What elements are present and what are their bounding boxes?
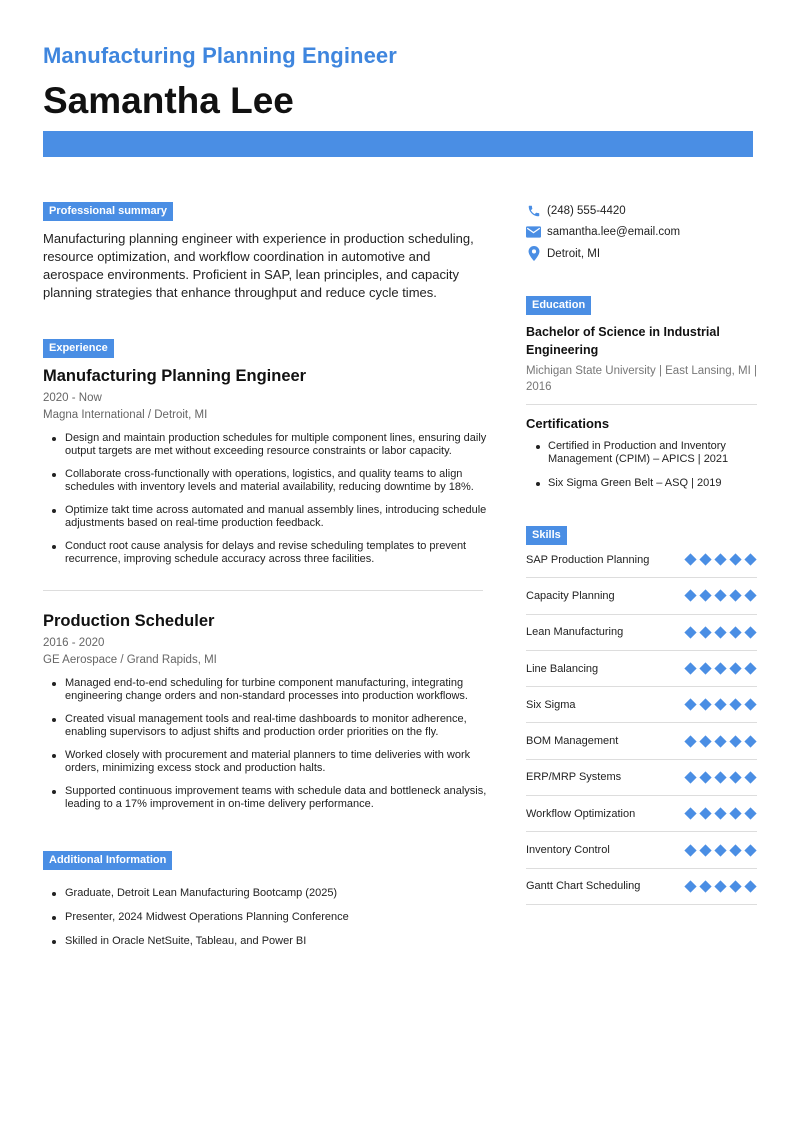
envelope-icon bbox=[526, 225, 541, 240]
diamond-icon bbox=[714, 553, 727, 566]
job-bullet: Collaborate cross-functionally with operations, logistics, and quality teams to align schedules with inventory levels and material availability, reducing downtime by 18%. bbox=[43, 468, 498, 494]
skill-name: ERP/MRP Systems bbox=[526, 771, 622, 784]
divider bbox=[526, 404, 757, 405]
summary-section bbox=[43, 201, 493, 302]
job-dates: 2020 - Now bbox=[43, 392, 102, 404]
candidate-name: Samantha Lee bbox=[43, 80, 294, 121]
skill-rating bbox=[684, 626, 757, 639]
diamond-icon bbox=[744, 880, 757, 893]
additional-list bbox=[43, 887, 349, 959]
diamond-icon bbox=[699, 553, 712, 566]
job-bullet: Worked closely with procurement and material planners to time deliveries with work orders, minimizing excess stock and production halts. bbox=[43, 749, 498, 775]
additional-item: Presenter, 2024 Midwest Operations Planning Conference bbox=[43, 911, 349, 924]
diamond-icon bbox=[729, 771, 742, 784]
certification-item: Six Sigma Green Belt – ASQ | 2019 bbox=[526, 477, 758, 490]
divider bbox=[43, 590, 483, 591]
certifications-list bbox=[526, 440, 758, 501]
summary-text: Manufacturing planning engineer with experience in production scheduling, resource optimization, and workflow coordination in automotive and aerospace environments. Proficient in SAP, lean principles, and capacity planning strategies that enhance throughput and reduce cycle times. bbox=[43, 231, 474, 300]
skill-rating bbox=[684, 880, 757, 893]
diamond-icon bbox=[684, 735, 697, 748]
skill-rating bbox=[684, 662, 757, 675]
skill-row bbox=[526, 687, 757, 723]
additional-item: Graduate, Detroit Lean Manufacturing Bootcamp (2025) bbox=[43, 887, 349, 900]
experience-tag: Experience bbox=[43, 339, 114, 358]
diamond-icon bbox=[699, 807, 712, 820]
diamond-icon bbox=[729, 735, 742, 748]
header-job-title: Manufacturing Planning Engineer bbox=[43, 43, 397, 68]
diamond-icon bbox=[699, 626, 712, 639]
diamond-icon bbox=[714, 844, 727, 857]
job-title: Production Scheduler bbox=[43, 612, 215, 630]
skill-row bbox=[526, 760, 757, 796]
skill-row bbox=[526, 869, 757, 905]
diamond-icon bbox=[699, 880, 712, 893]
job-bullet: Managed end-to-end scheduling for turbine component manufacturing, integrating engineering change orders and non-standard processes into production workflows. bbox=[43, 677, 498, 703]
skill-rating bbox=[684, 698, 757, 711]
education-entry bbox=[526, 323, 758, 395]
diamond-icon bbox=[744, 807, 757, 820]
skill-name: SAP Production Planning bbox=[526, 553, 650, 566]
skill-rating bbox=[684, 771, 757, 784]
diamond-icon bbox=[699, 844, 712, 857]
diamond-icon bbox=[684, 662, 697, 675]
diamond-icon bbox=[714, 771, 727, 784]
skill-rating bbox=[684, 735, 757, 748]
skill-name: Capacity Planning bbox=[526, 589, 615, 602]
diamond-icon bbox=[714, 626, 727, 639]
location-pin-icon bbox=[526, 246, 541, 261]
certification-item: Certified in Production and Inventory Management (CPIM) – APICS | 2021 bbox=[526, 440, 758, 466]
diamond-icon bbox=[714, 662, 727, 675]
diamond-icon bbox=[699, 662, 712, 675]
diamond-icon bbox=[684, 771, 697, 784]
header-banner bbox=[43, 131, 753, 157]
contact-phone bbox=[526, 200, 680, 222]
diamond-icon bbox=[714, 880, 727, 893]
skill-name: Workflow Optimization bbox=[526, 807, 636, 820]
diamond-icon bbox=[744, 844, 757, 857]
diamond-icon bbox=[699, 735, 712, 748]
skill-row bbox=[526, 796, 757, 832]
job-bullets bbox=[43, 677, 498, 811]
skill-row bbox=[526, 723, 757, 759]
diamond-icon bbox=[714, 589, 727, 602]
diamond-icon bbox=[684, 589, 697, 602]
diamond-icon bbox=[729, 844, 742, 857]
experience-section-tag-wrap bbox=[43, 338, 114, 358]
diamond-icon bbox=[744, 771, 757, 784]
diamond-icon bbox=[699, 771, 712, 784]
diamond-icon bbox=[684, 698, 697, 711]
phone-text[interactable]: (248) 555-4420 bbox=[547, 204, 626, 217]
diamond-icon bbox=[729, 626, 742, 639]
contact-email bbox=[526, 222, 680, 244]
skill-rating bbox=[684, 807, 757, 820]
skill-rating bbox=[684, 844, 757, 857]
diamond-icon bbox=[729, 662, 742, 675]
diamond-icon bbox=[729, 553, 742, 566]
skill-name: Six Sigma bbox=[526, 698, 576, 711]
diamond-icon bbox=[699, 698, 712, 711]
school: Michigan State University | East Lansing, MI | 2016 bbox=[526, 365, 757, 393]
diamond-icon bbox=[729, 698, 742, 711]
additional-tag: Additional Information bbox=[43, 851, 172, 870]
additional-item: Skilled in Oracle NetSuite, Tableau, and Power BI bbox=[43, 935, 349, 948]
job-company: Magna International / Detroit, MI bbox=[43, 409, 208, 421]
job-bullet: Created visual management tools and real-time dashboards to monitor adherence, enabling supervisors to adjust shifts and production order priorities on the fly. bbox=[43, 713, 498, 739]
diamond-icon bbox=[714, 735, 727, 748]
diamond-icon bbox=[744, 626, 757, 639]
diamond-icon bbox=[699, 589, 712, 602]
certifications-heading: Certifications bbox=[526, 416, 610, 431]
job-dates: 2016 - 2020 bbox=[43, 637, 105, 649]
diamond-icon bbox=[744, 553, 757, 566]
degree: Bachelor of Science in Industrial Engineering bbox=[526, 325, 720, 357]
job-bullet: Design and maintain production schedules for multiple component lines, ensuring daily output targets are met without exceeding resource constraints or labor capacity. bbox=[43, 432, 498, 458]
skill-rating bbox=[684, 589, 757, 602]
diamond-icon bbox=[744, 698, 757, 711]
job-company: GE Aerospace / Grand Rapids, MI bbox=[43, 654, 217, 666]
diamond-icon bbox=[729, 807, 742, 820]
job-entry bbox=[43, 612, 498, 821]
skill-row bbox=[526, 542, 757, 578]
contact-location bbox=[526, 243, 680, 265]
diamond-icon bbox=[684, 553, 697, 566]
education-tag: Education bbox=[526, 296, 591, 315]
skills-tag: Skills bbox=[526, 526, 567, 545]
skill-row bbox=[526, 615, 757, 651]
job-title: Manufacturing Planning Engineer bbox=[43, 367, 307, 385]
skill-row bbox=[526, 832, 757, 868]
education-section-tag-wrap bbox=[526, 295, 591, 315]
additional-section-tag-wrap bbox=[43, 850, 172, 870]
skill-row bbox=[526, 651, 757, 687]
diamond-icon bbox=[684, 626, 697, 639]
job-bullets bbox=[43, 432, 498, 566]
skill-name: BOM Management bbox=[526, 735, 619, 748]
diamond-icon bbox=[744, 662, 757, 675]
skill-name: Line Balancing bbox=[526, 662, 599, 675]
email-text[interactable]: samantha.lee@email.com bbox=[547, 226, 681, 239]
skill-rating bbox=[684, 553, 757, 566]
contact-block bbox=[526, 200, 680, 265]
job-entry bbox=[43, 367, 498, 576]
diamond-icon bbox=[714, 698, 727, 711]
diamond-icon bbox=[684, 880, 697, 893]
diamond-icon bbox=[744, 589, 757, 602]
skill-name: Gantt Chart Scheduling bbox=[526, 880, 641, 893]
diamond-icon bbox=[684, 844, 697, 857]
job-bullet: Optimize takt time across automated and manual assembly lines, introducing schedule adjustments based on real-time production feedback. bbox=[43, 504, 498, 530]
diamond-icon bbox=[684, 807, 697, 820]
diamond-icon bbox=[714, 807, 727, 820]
summary-tag: Professional summary bbox=[43, 202, 173, 221]
job-bullet: Supported continuous improvement teams with schedule data and bottleneck analysis, leading to a 17% improvement in on-time delivery performance. bbox=[43, 785, 498, 811]
diamond-icon bbox=[729, 589, 742, 602]
skill-row bbox=[526, 578, 757, 614]
skill-name: Lean Manufacturing bbox=[526, 626, 624, 639]
skill-name: Inventory Control bbox=[526, 844, 610, 857]
job-bullet: Conduct root cause analysis for delays and revise scheduling templates to prevent recurrence, improving schedule accuracy across three facilities. bbox=[43, 540, 498, 566]
phone-icon bbox=[526, 203, 541, 218]
diamond-icon bbox=[729, 880, 742, 893]
diamond-icon bbox=[744, 735, 757, 748]
location-text: Detroit, MI bbox=[547, 247, 601, 260]
skills-list bbox=[526, 542, 757, 905]
